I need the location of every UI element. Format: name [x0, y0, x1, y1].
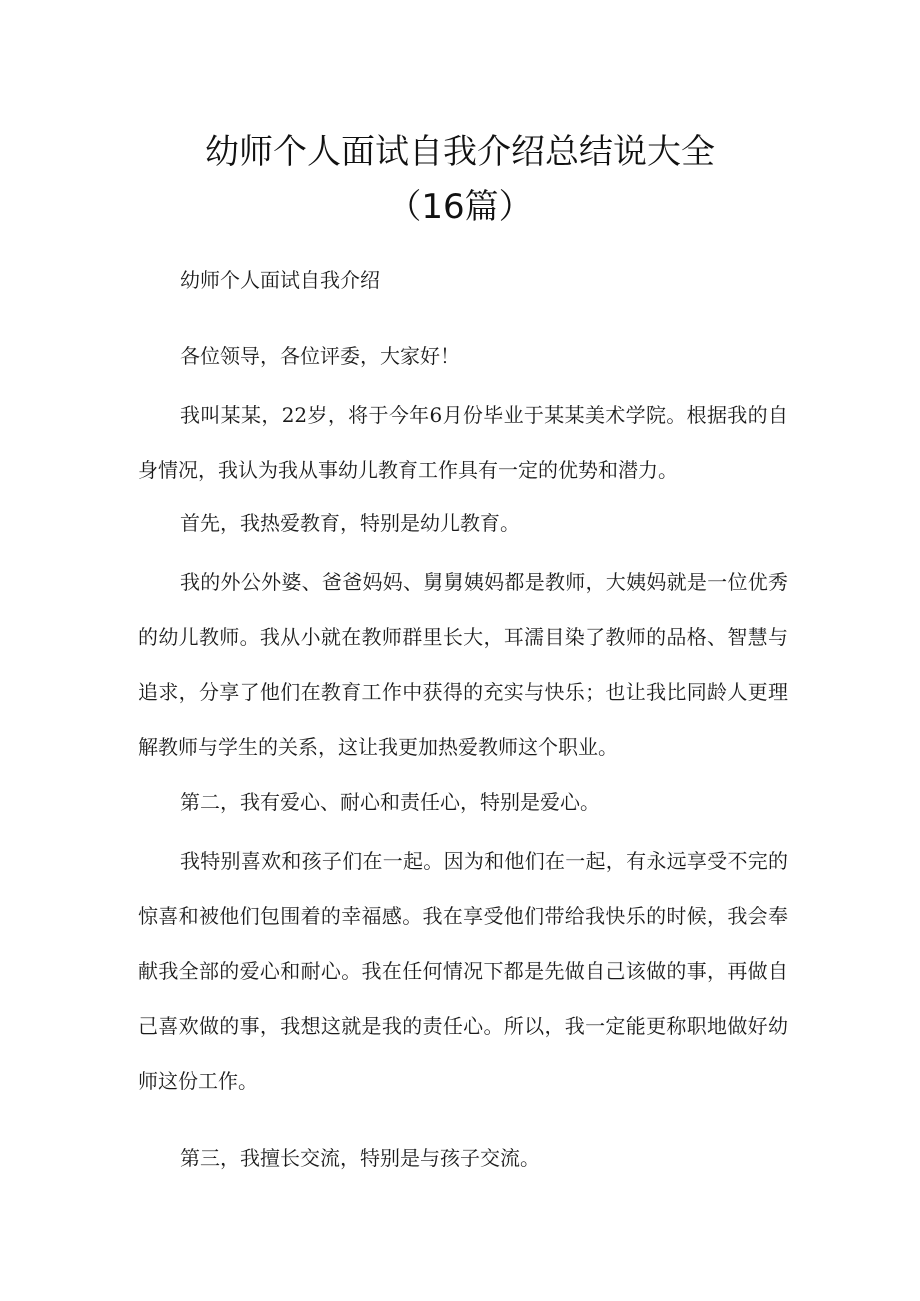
intro-paragraph: 我叫某某，22岁，将于今年6月份毕业于某某美术学院。根据我的自身情况，我认为我从事幼儿教育工作具有一定的优势和潜力。 [138, 403, 788, 482]
greeting-paragraph: 各位领导，各位评委，大家好！ [180, 344, 460, 368]
family-background-paragraph: 我的外公外婆、爸爸妈妈、舅舅姨妈都是教师，大姨妈就是一位优秀的幼儿教师。我从小就在教师群里长大，耳濡目染了教师的品格、智慧与追求，分享了他们在教育工作中获得的充实与快乐；也让我比同龄人更理解教师与学生的关系，这让我更加热爱教师这个职业。 [138, 570, 788, 759]
document-title: 幼师个人面试自我介绍总结说大全 [205, 132, 715, 172]
second-point-paragraph: 第二，我有爱心、耐心和责任心，特别是爱心。 [180, 790, 600, 814]
document-title-count: （16篇） [387, 187, 533, 227]
children-paragraph: 我特别喜欢和孩子们在一起。因为和他们在一起，有永远享受不完的惊喜和被他们包围着的幸福感。我在享受他们带给我快乐的时候，我会奉献我全部的爱心和耐心。我在任何情况下都是先做自己该做的事，再做自己喜欢做的事，我想这就是我的责任心。所以，我一定能更称职地做好幼师这份工作。 [138, 849, 788, 1093]
section-heading: 幼师个人面试自我介绍 [180, 268, 380, 292]
first-point-paragraph: 首先，我热爱教育，特别是幼儿教育。 [180, 511, 520, 535]
third-point-paragraph: 第三，我擅长交流，特别是与孩子交流。 [180, 1146, 540, 1170]
